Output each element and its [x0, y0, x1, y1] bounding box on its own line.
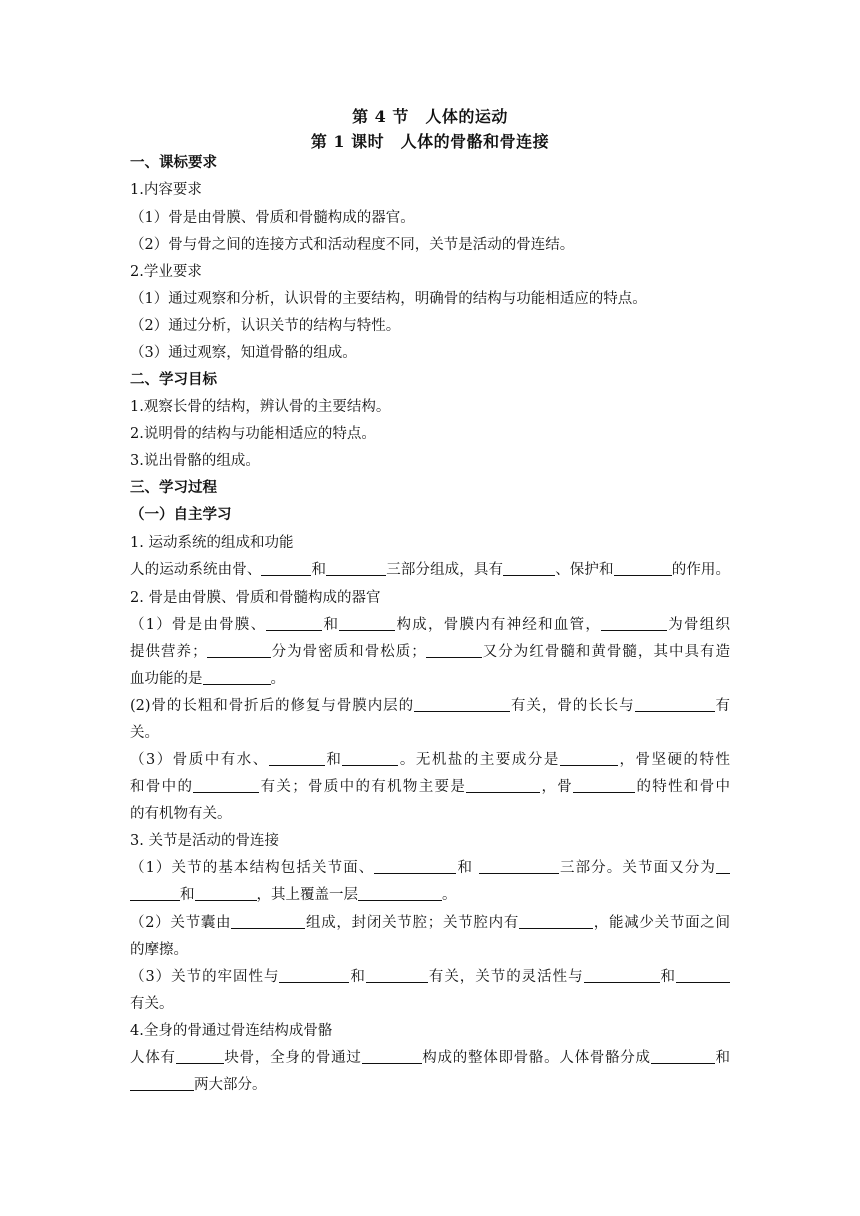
section-title: 第 4 节 人体的运动: [352, 107, 508, 126]
fill-line: 和骨中的 有关；骨质中的有机物主要是 ，骨 的特性和骨中: [130, 779, 731, 795]
requirement-item: （2）通过分析，认识关节的结构与特性。: [130, 318, 401, 334]
question-title: 4.全身的骨通过骨连结构成骨骼: [130, 1023, 333, 1039]
fill-line: 提供营养； 分为骨密质和骨松质； 又分为红骨髓和黄骨髓，其中具有造: [130, 644, 731, 660]
answer-blank[interactable]: [207, 642, 271, 658]
answer-blank[interactable]: [503, 560, 555, 576]
answer-blank[interactable]: [269, 750, 325, 766]
answer-blank[interactable]: [635, 696, 715, 712]
answer-blank[interactable]: [560, 750, 618, 766]
answer-blank[interactable]: [130, 1075, 194, 1091]
continuation-text: 有关。: [130, 996, 174, 1012]
answer-blank[interactable]: [358, 885, 442, 901]
heading-objectives: 二、学习目标: [130, 371, 217, 388]
fill-line: 血功能的是 。: [130, 671, 285, 687]
answer-blank[interactable]: [651, 1048, 715, 1064]
requirement-item: （3）通过观察，知道骨骼的组成。: [130, 345, 357, 361]
fill-line: 人的运动系统由骨、 和 三部分组成，具有 、保护和 的作用。: [130, 562, 731, 578]
answer-blank[interactable]: [716, 858, 730, 874]
answer-blank[interactable]: [279, 967, 349, 983]
question-title: 3. 关节是活动的骨连接: [130, 833, 279, 849]
answer-blank[interactable]: [342, 750, 398, 766]
heading-process: 三、学习过程: [130, 479, 217, 496]
objective-item: 3.说出骨骼的组成。: [130, 453, 260, 469]
continuation-text: 关。: [130, 725, 159, 741]
answer-blank[interactable]: [584, 967, 660, 983]
answer-blank[interactable]: [203, 669, 271, 685]
fill-line: （2）关节囊由 组成，封闭关节腔；关节腔内有 ，能减少关节面之间: [130, 915, 731, 931]
lesson-title: 第 1 课时 人体的骨骼和骨连接: [310, 132, 550, 151]
answer-blank[interactable]: [426, 642, 482, 658]
answer-blank[interactable]: [614, 560, 672, 576]
answer-blank[interactable]: [326, 560, 386, 576]
answer-blank[interactable]: [466, 777, 540, 793]
academic-requirement: 2.学业要求: [130, 264, 202, 280]
answer-blank[interactable]: [479, 858, 559, 874]
question-title: 1. 运动系统的组成和功能: [130, 535, 294, 551]
fill-line: (2)骨的长粗和骨折后的修复与骨膜内层的 有关，骨的长长与 有: [130, 698, 731, 714]
answer-blank[interactable]: [573, 777, 635, 793]
heading-curriculum: 一、课标要求: [130, 154, 217, 171]
fill-line: 人体有 块骨，全身的骨通过 构成的整体即骨骼。人体骨骼分成 和: [130, 1050, 731, 1066]
answer-blank[interactable]: [261, 560, 311, 576]
objective-item: 2.说明骨的结构与功能相适应的特点。: [130, 426, 376, 442]
question-title: 2. 骨是由骨膜、骨质和骨髓构成的器官: [130, 590, 381, 606]
answer-blank[interactable]: [374, 858, 456, 874]
fill-line: （1）骨是由骨膜、 和 构成，骨膜内有神经和血管， 为骨组织: [130, 617, 730, 633]
fill-line: 和 ，其上覆盖一层 。: [130, 885, 457, 905]
content-requirement: 1.内容要求: [130, 182, 202, 198]
objective-item: 1.观察长骨的结构，辨认骨的主要结构。: [130, 399, 391, 415]
requirement-item: （2）骨与骨之间的连接方式和活动程度不同，关节是活动的骨连结。: [130, 237, 575, 253]
answer-blank[interactable]: [366, 967, 428, 983]
answer-blank[interactable]: [130, 885, 180, 901]
answer-blank[interactable]: [362, 1048, 422, 1064]
fill-line: 两大部分。: [130, 1075, 267, 1095]
answer-blank[interactable]: [519, 913, 593, 929]
requirement-item: （1）骨是由骨膜、骨质和骨髓构成的器官。: [130, 210, 415, 226]
subheading-self-study: （一）自主学习: [130, 506, 232, 523]
answer-blank[interactable]: [231, 913, 305, 929]
answer-blank[interactable]: [676, 967, 730, 983]
fill-line: （3）关节的牢固性与 和 有关，关节的灵活性与 和: [130, 967, 730, 987]
fill-line: （3）骨质中有水、 和 。无机盐的主要成分是 ，骨坚硬的特性: [130, 752, 731, 768]
answer-blank[interactable]: [195, 885, 257, 901]
answer-blank[interactable]: [414, 696, 510, 712]
answer-blank[interactable]: [176, 1048, 224, 1064]
continuation-text: 的摩擦。: [130, 942, 188, 958]
continuation-text: 的有机物有关。: [130, 806, 232, 822]
requirement-item: （1）通过观察和分析，认识骨的主要结构，明确骨的结构与功能相适应的特点。: [130, 291, 647, 307]
answer-blank[interactable]: [266, 615, 322, 631]
answer-blank[interactable]: [193, 777, 259, 793]
answer-blank[interactable]: [601, 615, 667, 631]
fill-line: （1）关节的基本结构包括关节面、 和 三部分。关节面又分为: [130, 858, 730, 878]
answer-blank[interactable]: [339, 615, 395, 631]
